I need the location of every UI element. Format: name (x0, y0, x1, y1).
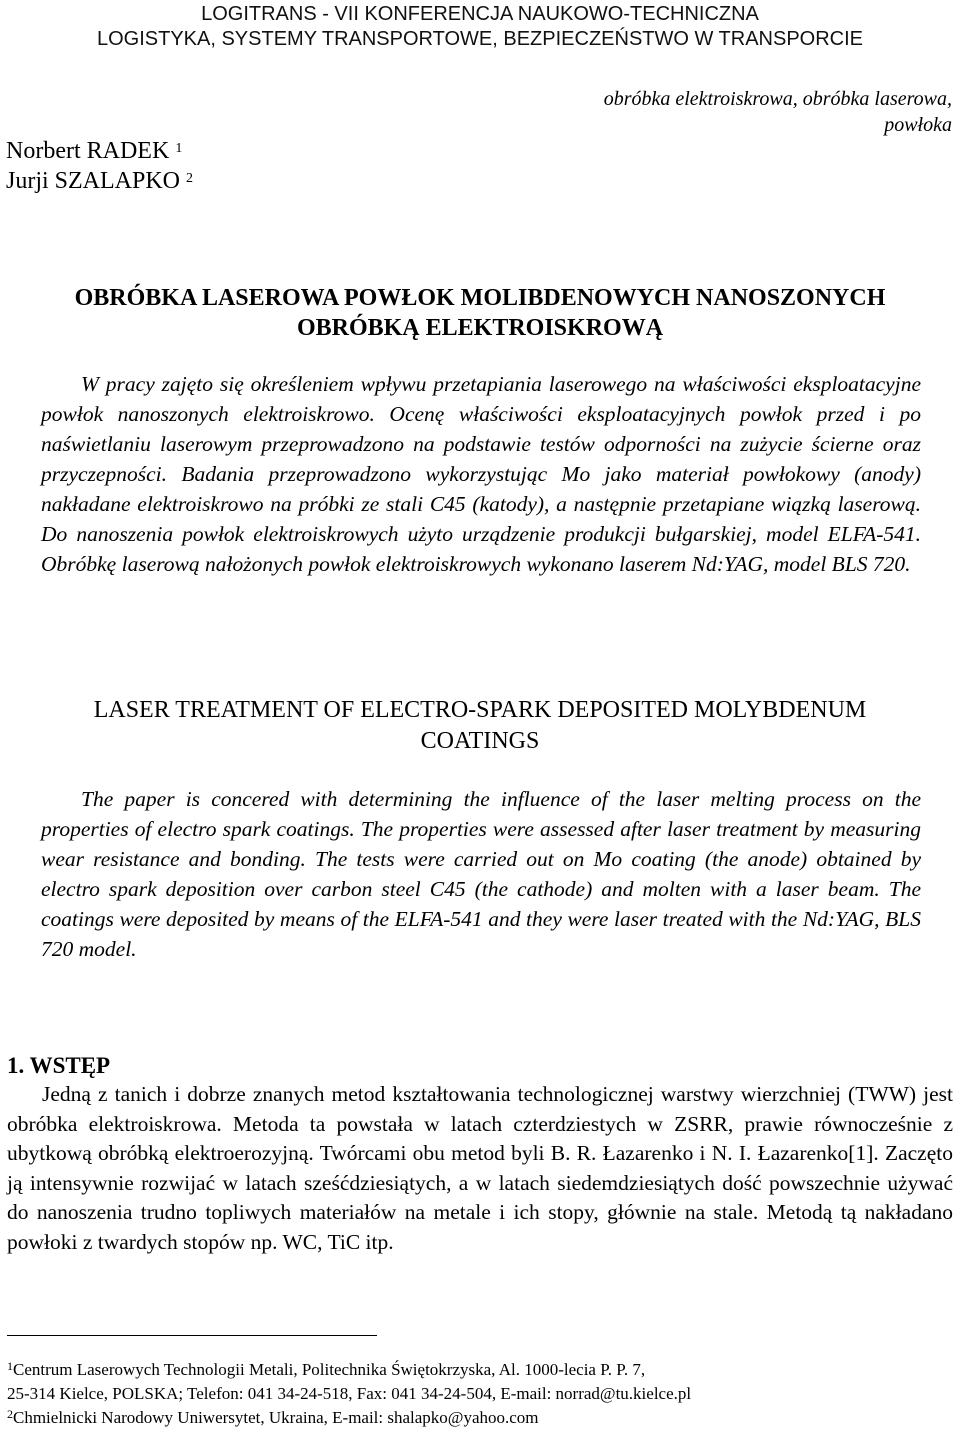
author-2 (6, 166, 193, 196)
footnote-2 (7, 1406, 953, 1430)
footnote-text: Chmielnicki Narodowy Uniwersytet, Ukraina, E-mail: shalapko@yahoo.com (13, 1408, 539, 1427)
title-en-line-1: LASER TREATMENT OF ELECTRO-SPARK DEPOSITED MOLYBDENUM (93, 697, 867, 723)
keywords-line-1: obróbka elektroiskrowa, obróbka laserowa, (603, 88, 952, 110)
abstract-english (41, 784, 921, 964)
footnote-mark: 1 (7, 1359, 13, 1373)
title-en-line-2: COATINGS (420, 728, 540, 754)
footnote-divider (7, 1335, 377, 1336)
author-name: Jurji SZALAPKO (6, 168, 181, 194)
footnote-1-line-1 (7, 1358, 953, 1382)
footnote-text: Centrum Laserowych Technologii Metali, Politechnika Świętokrzyska, Al. 1000-lecia P. P. 7, (13, 1360, 646, 1379)
abstract-polish (41, 369, 921, 579)
footnote-1-line-2: 25-314 Kielce, POLSKA; Telefon: 041 34-24-518, Fax: 041 34-24-504, E-mail: norrad@tu.kielce.pl (7, 1384, 692, 1403)
affiliation-mark: 1 (175, 141, 183, 156)
keywords (604, 86, 952, 138)
footnote-mark: 2 (7, 1407, 13, 1421)
abstract-pl-text: W pracy zajęto się określeniem wpływu przetapiania laserowego na właściwości eksploatacyjne powłok nanoszonych elektroiskrowo. Ocenę właściwości eksploatacyjnych powłok przed i po naświetlaniu laserowym przeprowadzono na podstawie testów odporności na zużycie ścierne oraz przyczepności. Badania przeprowadzono wykorzystując Mo jako materiał powłokowy (anody) nakładane elektroiskrowo na próbki ze stali C45 (katody), a następnie przetapiane wiązką laserową. Do nanoszenia powłok elektroiskrowych użyto urządzenie produkcji bułgarskiej, model ELFA-541. Obróbkę laserową nałożonych powłok elektroiskrowych wykonano laserem Nd:YAG, model BLS 720. (41, 372, 921, 576)
section-heading: 1. WSTĘP (7, 1053, 111, 1078)
paper-title-polish (0, 283, 960, 343)
author-1 (6, 136, 193, 166)
author-name: Norbert RADEK (6, 138, 170, 164)
section-body (7, 1080, 953, 1257)
footnotes (7, 1358, 953, 1430)
author-list (6, 136, 193, 196)
conference-header (0, 2, 960, 52)
abstract-en-text: The paper is concered with determining the influence of the laser melting process on the properties of electro spark coatings. The properties were assessed after laser treatment by measuring wear resistance and bonding. The tests were carried out on Mo coating (the anode) obtained by electro spark deposition over carbon steel C45 (the cathode) and molten with a laser beam. The coatings were deposited by means of the ELFA-541 and they were laser treated with the Nd:YAG, BLS 720 model. (41, 787, 921, 961)
affiliation-mark: 2 (186, 171, 194, 186)
title-pl-line-1: OBRÓBKA LASEROWA POWŁOK MOLIBDENOWYCH NANOSZONYCH (74, 285, 886, 311)
body-paragraph: Jedną z tanich i dobrze znanych metod kształtowania technologicznej warstwy wierzchniej (TWW) jest obróbka elektroiskrowa. Metoda ta powstała w latach czterdziestych w ZSRR, prawie równocześnie z ubytkową obróbką elektroerozyjną. Twórcami obu metod byli B. R. Łazarenko i N. I. Łazarenko[1]. Zaczęto ją intensywnie rozwijać w latach sześćdziesiątych, a w latach siedemdziesiątych dość powszechnie używać do nanoszenia trudno topliwych materiałów na metale i ich stopy, głównie na stale. Metodą tą nakładano powłoki z twardych stopów np. WC, TiC itp. (7, 1082, 953, 1254)
conference-line-2: LOGISTYKA, SYSTEMY TRANSPORTOWE, BEZPIECZEŃSTWO W TRANSPORCIE (96, 28, 864, 50)
keywords-line-2: powłoka (884, 114, 952, 136)
paper-title-english (0, 695, 960, 757)
title-pl-line-2: OBRÓBKĄ ELEKTROISKROWĄ (296, 315, 664, 341)
conference-line-1: LOGITRANS - VII KONFERENCJA NAUKOWO-TECHNICZNA (201, 3, 759, 25)
